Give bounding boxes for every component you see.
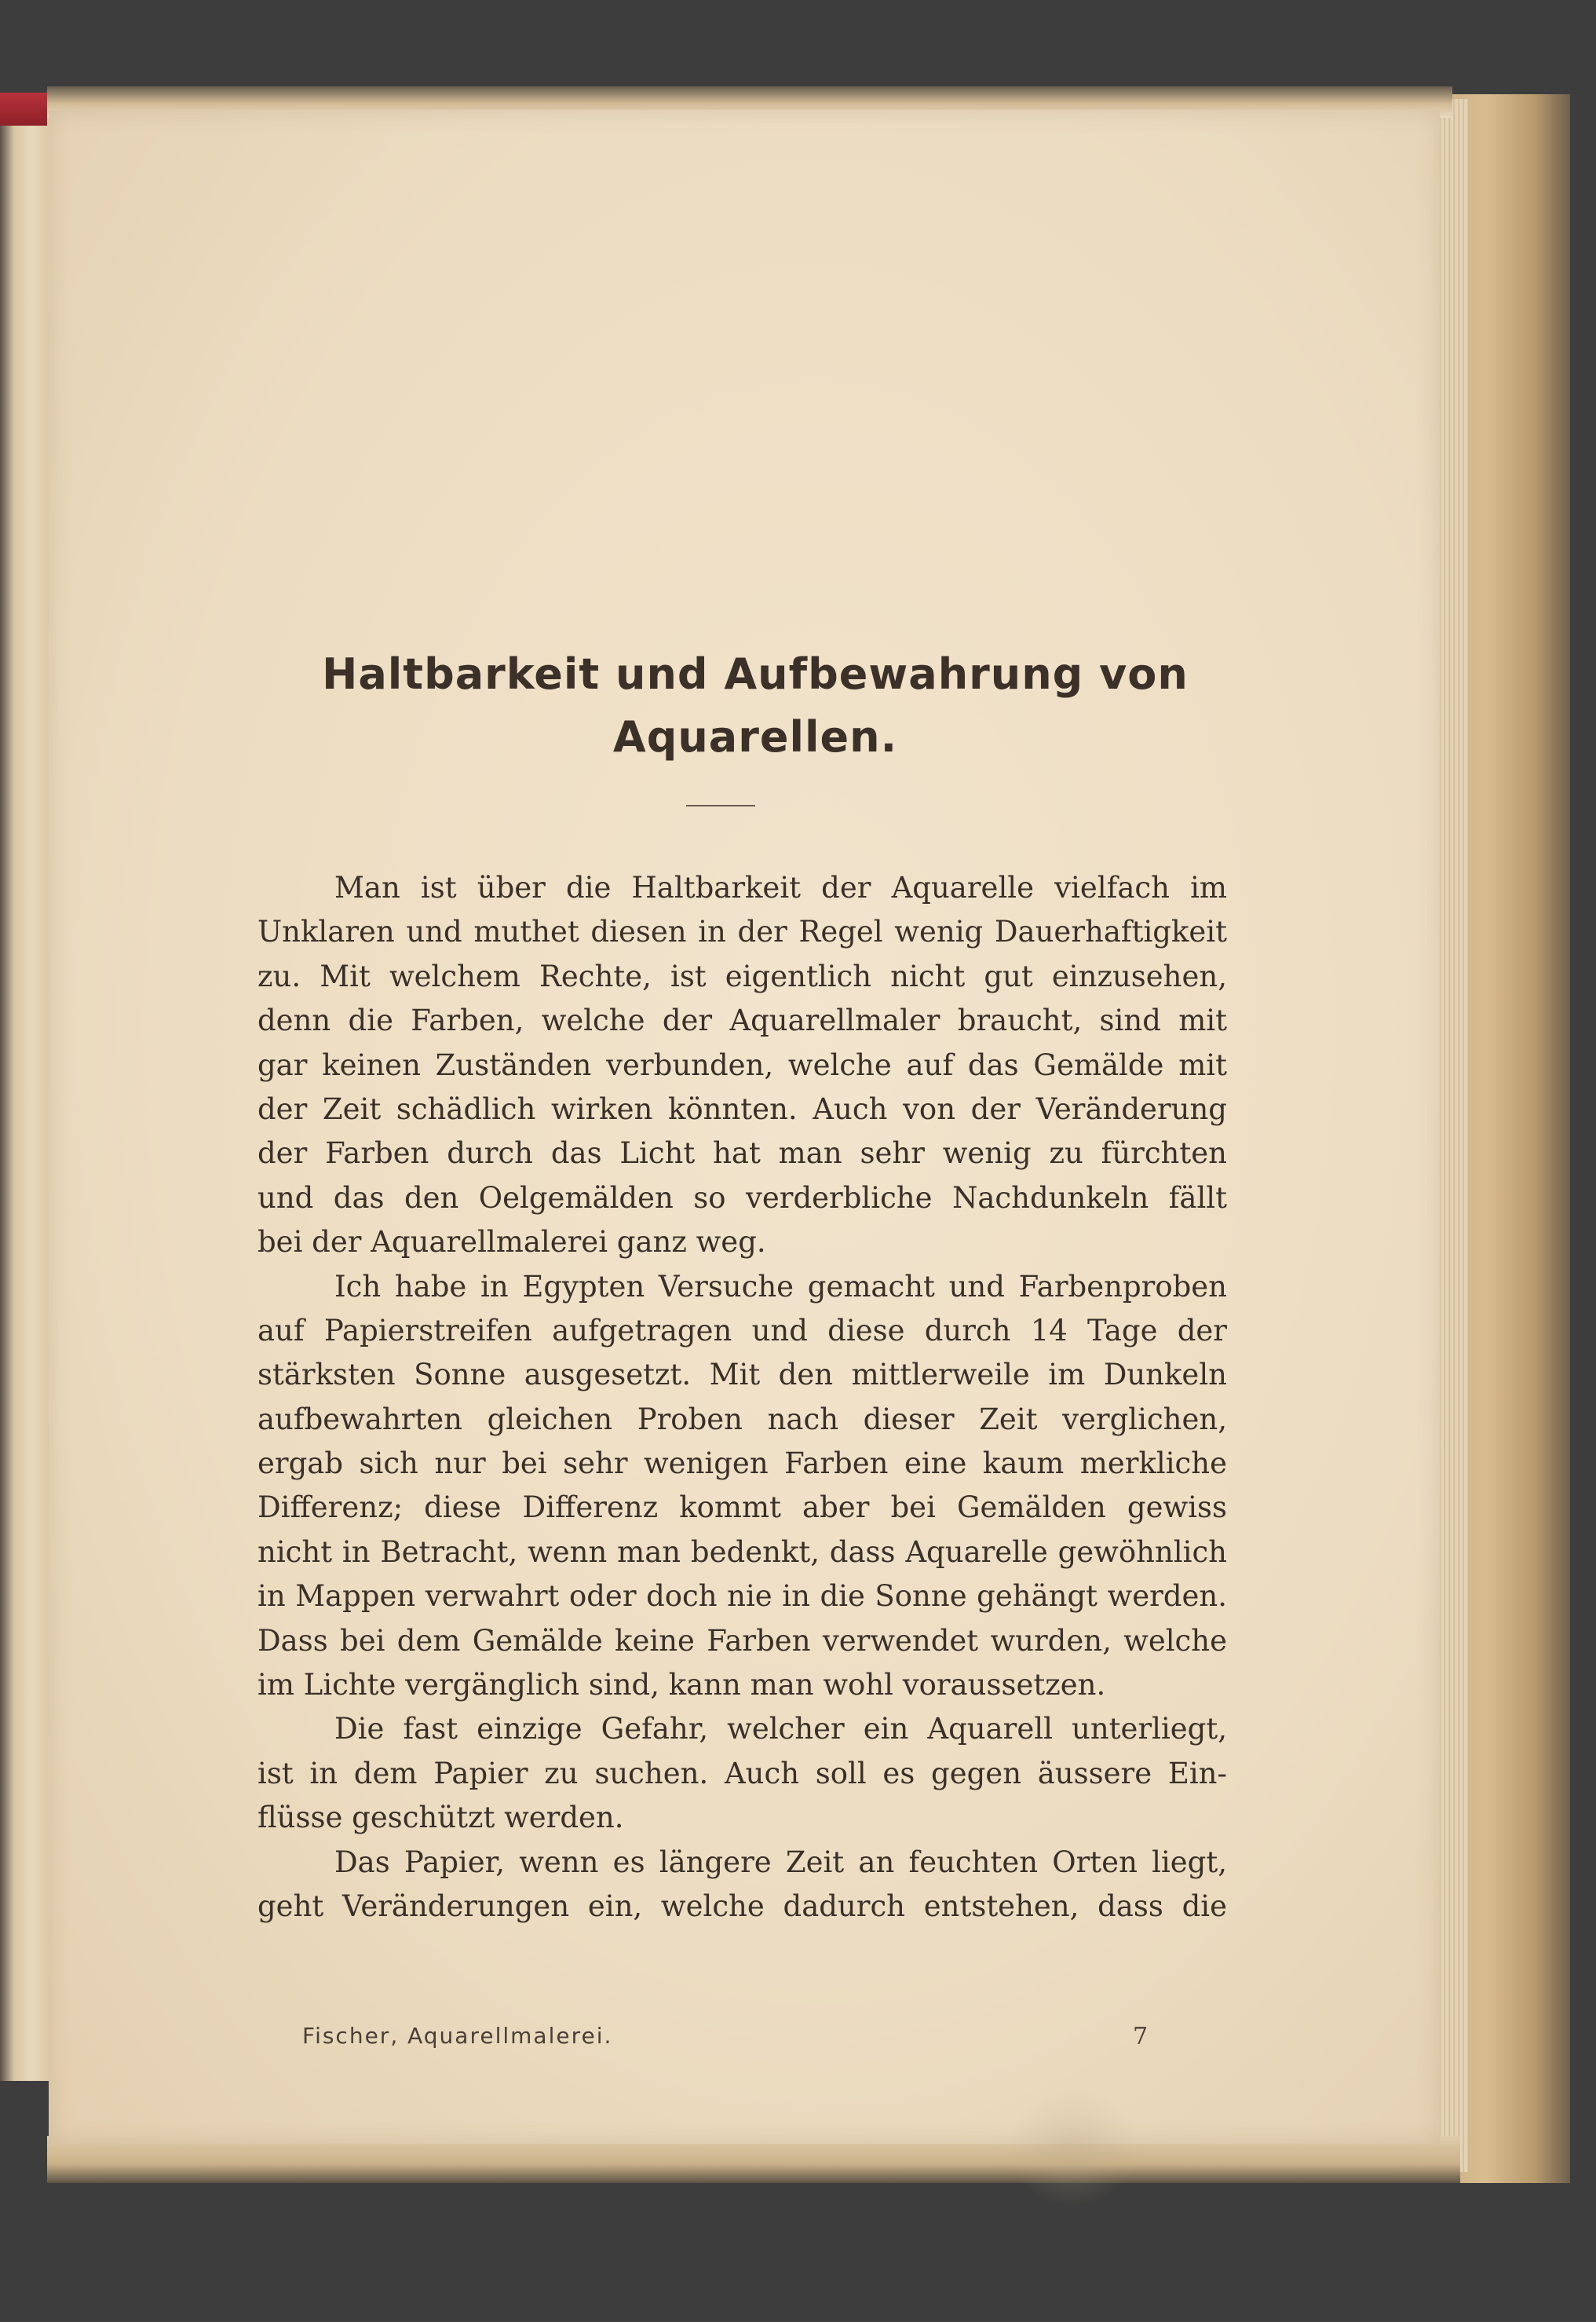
chapter-title-line-1: Haltbarkeit und Aufbewahrung von [322,649,1189,699]
page-number: 7 [1133,2023,1149,2050]
text-line: der Zeit schädlich wirken könnten. Auch von der Veränderung [257,1092,1227,1126]
chapter-title-line-2: Aquarellen. [612,712,898,762]
paper-stain [1006,2089,1140,2207]
text-line: Dass bei dem Gemälde keine Farben verwendet wurden, welche [257,1623,1227,1658]
previous-page-edge [0,94,55,2081]
text-line: in Mappen verwahrt oder doch nie in die Sonne gehängt werden. [257,1579,1227,1614]
text-line: Das Papier, wenn es längere Zeit an feuchten Orten liegt, [334,1845,1227,1879]
text-line: zu. Mit welchem Rechte, ist eigentlich nicht gut einzusehen, [257,959,1227,993]
text-line: flüsse geschützt werden. [257,1801,624,1835]
text-line: aufbewahrten gleichen Proben nach dieser Zeit verglichen, [257,1402,1227,1436]
bookmark-ribbon [0,93,47,126]
text-line: der Farben durch das Licht hat man sehr wenig zu fürchten [257,1136,1227,1171]
page-footer [302,2023,1150,2049]
text-line: und das den Oelgemälden so verderbliche Nachdunkeln fällt [257,1180,1227,1215]
text-line: ergab sich nur bei sehr wenigen Farben eine kaum merkliche [257,1446,1227,1481]
body-text [257,866,1227,1929]
page-stack-edge [1437,99,1468,2172]
text-line: nicht in Betracht, wenn man bedenkt, dass Aquarelle gewöhnlich [257,1534,1227,1569]
text-line: Differenz; diese Differenz kommt aber bei Gemälden gewiss [257,1490,1227,1525]
text-line: denn die Farben, welche der Aquarellmaler braucht, sind mit [257,1004,1227,1038]
footer-signature: Fischer, Aquarellmalerei. [302,2023,613,2049]
title-divider [686,805,755,806]
text-line: Man ist über die Haltbarkeit der Aquarelle vielfach im [334,871,1227,905]
text-line: Unklaren und muthet diesen in der Regel wenig Dauerhaftigkeit [257,915,1227,949]
text-line: auf Papierstreifen aufgetragen und diese durch 14 Tage der [257,1313,1227,1347]
book-page [49,110,1440,2144]
text-line: Die fast einzige Gefahr, welcher ein Aquarell unterliegt, [334,1712,1227,1746]
text-line: ist in dem Papier zu suchen. Auch soll es gegen äussere Ein- [257,1756,1227,1790]
text-line: stärksten Sonne ausgesetzt. Mit den mittlerweile im Dunkeln [257,1358,1227,1392]
text-line: gar keinen Zuständen verbunden, welche auf das Gemälde mit [257,1048,1227,1082]
text-line: bei der Aquarellmalerei ganz weg. [257,1225,766,1260]
text-line: Ich habe in Egypten Versuche gemacht und Farbenproben [334,1269,1227,1304]
text-line: geht Veränderungen ein, welche dadurch entstehen, dass die [257,1889,1227,1923]
text-line: im Lichte vergänglich sind, kann man wohl voraussetzen. [257,1668,1106,1702]
